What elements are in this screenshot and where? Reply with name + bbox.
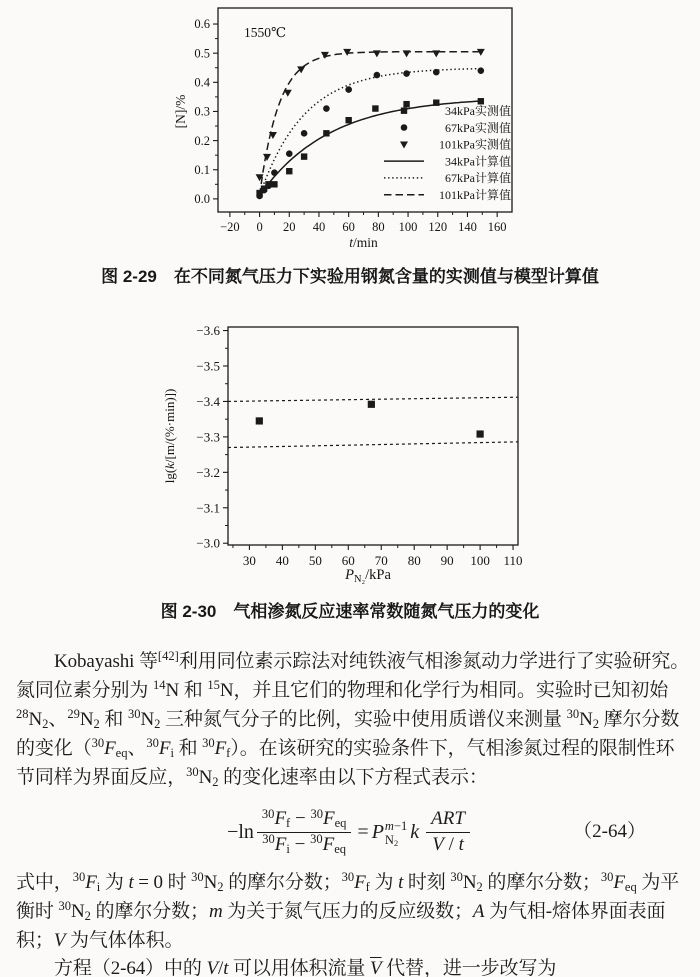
svg-text:40: 40 — [312, 220, 326, 234]
eq-lhs-denominator: $^{30}$Fi − $^{30}$Feq — [257, 832, 352, 856]
figure-2-30 — [0, 289, 700, 590]
svg-text:34kPa计算值: 34kPa计算值 — [444, 154, 511, 169]
eq-p-base: P — [371, 821, 384, 843]
figure-2-30-caption: 图 2-30 气相渗氮反应速率常数随氮气压力的变化 — [160, 602, 540, 621]
eq-fraction-lhs — [257, 808, 352, 856]
eq-rhs-denominator: V / t — [426, 832, 470, 856]
svg-text:−3.6: −3.6 — [196, 323, 220, 339]
eq-minus-ln: −ln — [227, 821, 254, 843]
body-line: 的变化（$^{30}$Feq、$^{30}$Fi 和 $^{30}$Ff）。在该研究的实验条件下，气相渗氮过程的限制性环 — [16, 736, 675, 760]
svg-text:0.1: 0.1 — [194, 162, 210, 177]
svg-text:lg(k/[m/(%·min)]): lg(k/[m/(%·min)]) — [162, 388, 177, 484]
svg-text:80: 80 — [372, 220, 385, 234]
figure-2-29-caption: 图 2-29 在不同氮气压力下实验用钢氮含量的实测值与模型计算值 — [101, 267, 599, 286]
paragraph-before-equation — [16, 648, 690, 793]
svg-text:−3.5: −3.5 — [196, 358, 220, 374]
svg-text:0: 0 — [256, 220, 263, 234]
svg-text:−3.3: −3.3 — [196, 429, 220, 445]
equation-expression — [227, 808, 473, 856]
svg-text:0.5: 0.5 — [194, 46, 210, 61]
svg-text:101kPa实测值: 101kPa实测值 — [438, 137, 511, 152]
body-line: 方程（2-64）中的 V/t 可以用体积流量 $\overline{V}$ 代替，进一步改写为 — [54, 958, 557, 977]
svg-text:140: 140 — [458, 220, 477, 234]
eq-fraction-rhs — [426, 808, 470, 856]
body-line: 式中，$^{30}$Fi 为 t = 0 时 $^{30}$N2 的摩尔分数；$^{30}$Ff 为 t 时刻 $^{30}$N2 的摩尔分数；$^{30}$Feq 为平 — [16, 870, 680, 894]
svg-text:101kPa计算值: 101kPa计算值 — [438, 188, 511, 202]
body-line: $^{28}$N2、$^{29}$N2 和 $^{30}$N2 三种氮气分子的比例，实验中使用质谱仪来测量 $^{30}$N2 摩尔分数 — [16, 707, 680, 731]
eq-p-scripts — [385, 819, 407, 847]
eq-p-subscript: N2 — [384, 833, 399, 848]
body-line: 衡时 $^{30}$N2 的摩尔分数；m 为关于氮气压力的反应级数；A 为气相-熔体界面表面 — [16, 899, 666, 923]
svg-text:1550℃: 1550℃ — [244, 25, 287, 40]
equation-2-64 — [16, 803, 684, 861]
svg-text:34kPa实测值: 34kPa实测值 — [444, 104, 511, 118]
eq-equals-sign: = — [357, 821, 369, 843]
svg-text:70: 70 — [374, 553, 388, 568]
svg-text:100: 100 — [470, 553, 490, 568]
svg-text:60: 60 — [341, 553, 355, 568]
svg-text:t/min: t/min — [349, 235, 378, 250]
svg-text:80: 80 — [407, 553, 421, 568]
svg-text:90: 90 — [440, 553, 454, 568]
svg-text:−3.4: −3.4 — [196, 393, 220, 409]
body-line: 节同样为界面反应，$^{30}$N2 的变化速率由以下方程式表示： — [16, 765, 488, 789]
svg-text:0.6: 0.6 — [194, 17, 210, 32]
figure-2-29-chart — [172, 2, 528, 259]
eq-pressure-term — [372, 818, 408, 846]
svg-text:20: 20 — [283, 220, 296, 234]
svg-text:0.0: 0.0 — [194, 192, 210, 207]
svg-text:120: 120 — [428, 220, 448, 234]
svg-text:110: 110 — [503, 553, 523, 568]
eq-p-superscript: m−1 — [384, 819, 408, 833]
svg-text:67kPa实测值: 67kPa实测值 — [444, 120, 511, 135]
svg-text:67kPa计算值: 67kPa计算值 — [444, 171, 511, 186]
body-line: 氮同位素分别为 $^{14}$N 和 $^{15}$N，并且它们的物理和化学行为相同。实验时已知初始 — [16, 678, 669, 701]
eq-lhs-numerator: $^{30}$Ff − $^{30}$Feq — [261, 806, 347, 831]
equation-number: （2-64） — [573, 821, 646, 842]
svg-text:PN₂/kPa: $P_{N_2}$/kPa — [345, 567, 391, 585]
svg-text:[N]/%: [N]/% — [173, 94, 188, 129]
body-text — [0, 648, 700, 977]
svg-text:−3.1: −3.1 — [196, 500, 220, 516]
svg-text:50: 50 — [308, 553, 322, 568]
body-line: 积；V 为气体体积。 — [16, 930, 184, 951]
svg-text:0.3: 0.3 — [194, 104, 210, 119]
eq-rhs-numerator: ART — [431, 808, 465, 830]
svg-text:160: 160 — [487, 220, 507, 234]
svg-text:−3.0: −3.0 — [196, 535, 220, 551]
svg-text:0.4: 0.4 — [194, 75, 210, 90]
svg-text:−3.2: −3.2 — [196, 464, 220, 480]
svg-text:60: 60 — [342, 220, 355, 234]
svg-text:0.2: 0.2 — [194, 133, 210, 148]
body-line: Kobayashi 等[42]利用同位素示踪法对纯铁液气相渗氮动力学进行了实验研究。 — [54, 649, 690, 672]
eq-rate-constant-k: k — [410, 821, 420, 843]
paragraph-after-equation — [16, 869, 684, 977]
figure-2-30-chart — [150, 313, 550, 590]
svg-text:40: 40 — [275, 553, 289, 568]
svg-text:−20: −20 — [220, 220, 240, 234]
figure-2-29 — [0, 0, 700, 259]
svg-text:100: 100 — [398, 220, 418, 234]
svg-text:30: 30 — [242, 553, 256, 568]
